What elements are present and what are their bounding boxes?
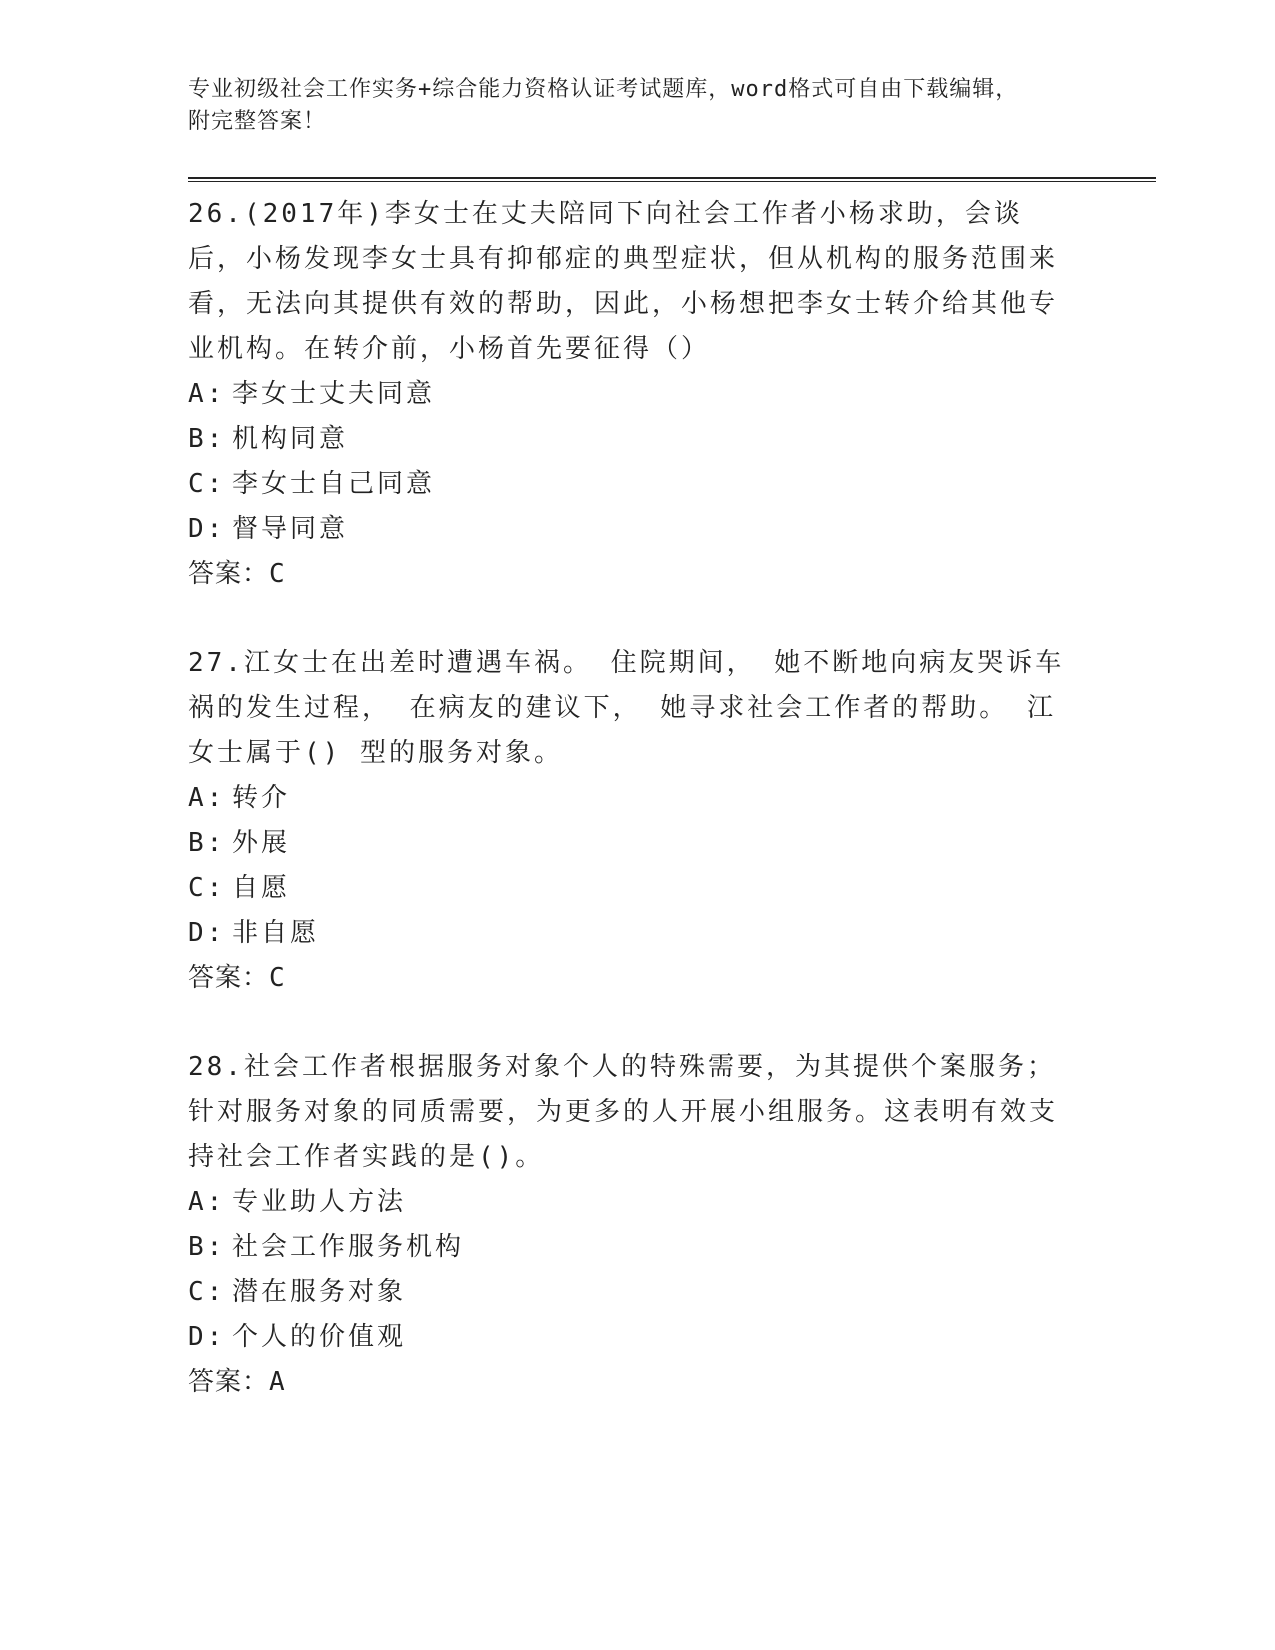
option-text: 专业助人方法	[232, 1187, 407, 1217]
header-line-1: 专业初级社会工作实务+综合能力资格认证考试题库，word格式可自由下载编辑，	[188, 77, 1019, 102]
option-d	[188, 507, 1078, 552]
answer-line: 答案：C	[188, 559, 286, 589]
option-key: B:	[188, 424, 226, 454]
option-text: 转介	[232, 783, 291, 813]
option-a	[188, 372, 1078, 417]
option-text: 机构同意	[232, 424, 349, 454]
question-stem: 28.社会工作者根据服务对象个人的特殊需要，为其提供个案服务；针对服务对象的同质需要，为更多的人开展小组服务。这表明有效支持社会工作者实践的是()。	[188, 1052, 1059, 1172]
option-key: A:	[188, 1187, 226, 1217]
option-d	[188, 1315, 1078, 1360]
option-text: 李女士丈夫同意	[232, 379, 436, 409]
question-stem: 27.江女士在出差时遭遇车祸。 住院期间， 她不断地向病友哭诉车祸的发生过程， 在病友的建议下， 她寻求社会工作者的帮助。 江女士属于() 型的服务对象。	[188, 648, 1065, 768]
option-key: C:	[188, 1277, 226, 1307]
option-key: A:	[188, 379, 226, 409]
option-a	[188, 1180, 1078, 1225]
question-26	[188, 192, 1078, 597]
question-28	[188, 1045, 1078, 1405]
option-key: B:	[188, 1232, 226, 1262]
answer-line: 答案：A	[188, 1367, 286, 1397]
option-b	[188, 417, 1078, 462]
answer-line: 答案：C	[188, 963, 286, 993]
option-text: 非自愿	[232, 918, 320, 948]
option-c	[188, 1270, 1078, 1315]
option-key: C:	[188, 873, 226, 903]
question-list	[188, 192, 1078, 1449]
document-header	[188, 74, 1088, 138]
option-text: 个人的价值观	[232, 1322, 407, 1352]
option-b	[188, 821, 1078, 866]
option-key: D:	[188, 514, 226, 544]
option-key: B:	[188, 828, 226, 858]
option-key: D:	[188, 1322, 226, 1352]
option-key: C:	[188, 469, 226, 499]
option-text: 社会工作服务机构	[232, 1232, 465, 1262]
question-stem: 26.(2017年)李女士在丈夫陪同下向社会工作者小杨求助，会谈后，小杨发现李女士具有抑郁症的典型症状，但从机构的服务范围来看，无法向其提供有效的帮助，因此，小杨想把李女士转介给其他专业机构。在转介前，小杨首先要征得（）	[188, 199, 1059, 364]
option-text: 李女士自己同意	[232, 469, 436, 499]
header-divider	[188, 177, 1156, 182]
option-text: 外展	[232, 828, 291, 858]
option-key: D:	[188, 918, 226, 948]
question-27	[188, 641, 1078, 1001]
option-text: 自愿	[232, 873, 291, 903]
option-b	[188, 1225, 1078, 1270]
option-c	[188, 462, 1078, 507]
option-key: A:	[188, 783, 226, 813]
option-d	[188, 911, 1078, 956]
header-line-2: 附完整答案！	[188, 109, 327, 134]
option-c	[188, 866, 1078, 911]
option-text: 督导同意	[232, 514, 349, 544]
option-text: 潜在服务对象	[232, 1277, 407, 1307]
option-a	[188, 776, 1078, 821]
